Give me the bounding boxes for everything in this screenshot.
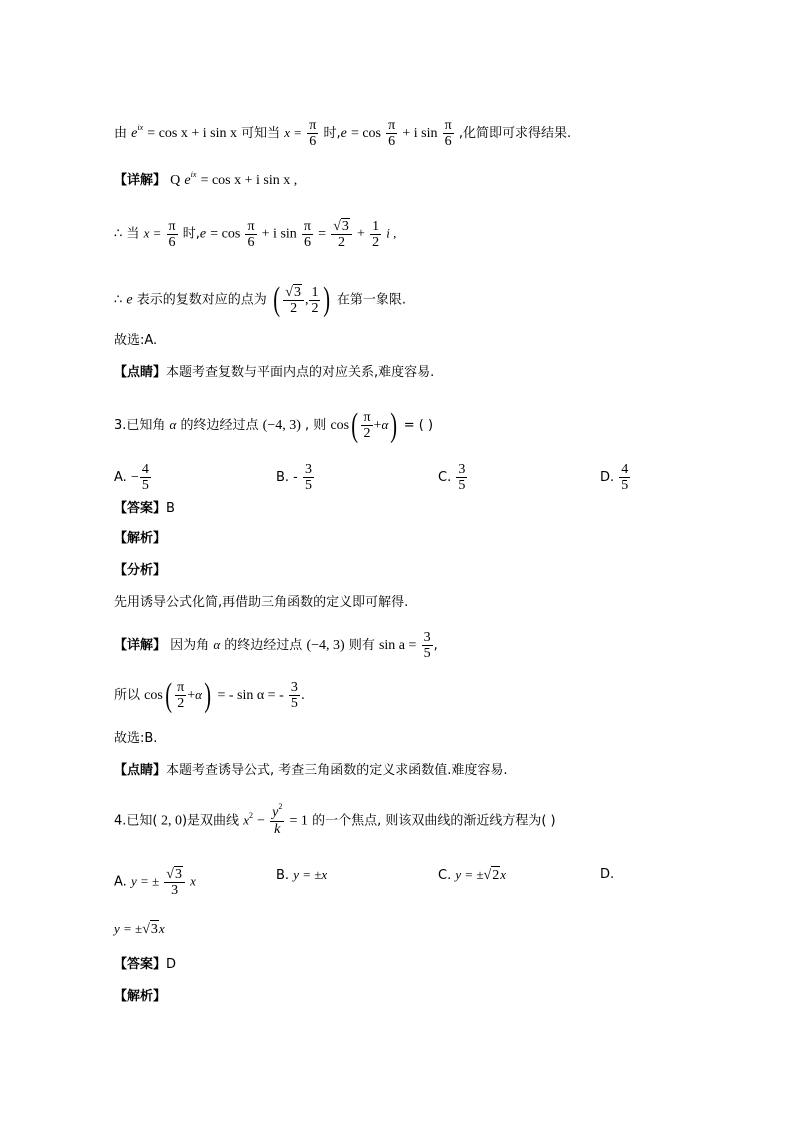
option-c: C. $\frac{3}{5}$ — [438, 462, 466, 493]
q4-option-a: A. y = ± $\frac{√3}{3}$ x — [114, 867, 196, 898]
detail-line-3: ∴ e 表示的复数对应的点为 ( $\frac{√3}{2}$ , $\frac{1}{2}$ ) 在第一象限. — [114, 281, 407, 318]
choice-line: 故选:A. — [114, 333, 158, 348]
comment-line-3: 【点睛】本题考查诱导公式, 考查三角函数的定义求函数值.难度容易. — [114, 763, 508, 778]
q4-option-d-label: D. — [600, 867, 615, 882]
answer-line: 【答案】B — [114, 501, 175, 516]
question-4: 4.已知( 2, 0)是双曲线 $x^2$ − $\frac{y^2}{k}$ = 1 的一个焦点, 则该双曲线的渐近线方程为( ) — [114, 802, 556, 837]
detail-line-1: 【详解】 Q $e^{ix} = \cos x + i$ sin x , — [114, 170, 298, 188]
hint-line: 由 $e^{ix} = \cos x + i$ sin x 可知当 x = $\frac{\pi}{6}$ 时,e = cos $\frac{\pi}{6}$ + i sin $\frac{\pi}{6}$ ,化简即可求得结果. — [114, 118, 572, 149]
choice-line-3: 故选:B. — [114, 731, 158, 746]
question-3: 3.已知角 α 的终边经过点 (−4, 3) , 则 cos( $\frac{\pi}{2}$ +α) = ( ) — [114, 406, 434, 444]
q4-option-c: C. y = ±√2x — [438, 867, 507, 883]
answer-line-4: 【答案】D — [114, 957, 177, 972]
option-a: A. − $\frac{4}{5}$ — [114, 462, 149, 493]
detail-3-line-1: 【详解】 因为角 α 的终边经过点 (−4, 3) 则有 sin a = $\frac{3}{5}$ , — [114, 630, 438, 661]
comment-line: 【点睛】本题考查复数与平面内点的对应关系,难度容易. — [114, 365, 435, 380]
option-b: B. - $\frac{3}{5}$ — [276, 462, 313, 493]
detail-3-line-2: 所以 cos( $\frac{\pi}{2}$ +α) = - sin α = - $\frac{3}{5}$ . — [114, 676, 306, 714]
option-d: D. $\frac{4}{5}$ — [600, 462, 629, 493]
q4-option-b: B. y = ±x — [276, 867, 328, 883]
analyze-text: 先用诱导公式化简,再借助三角函数的定义即可解得. — [114, 595, 409, 610]
q4-option-d: y = ±√3x — [114, 921, 165, 937]
analysis-tag: 【解析】 — [114, 531, 167, 546]
detail-line-2: ∴ 当 x = $\frac{\pi}{6}$ 时,e = cos $\frac{\pi}{6}$ + i sin $\frac{\pi}{6}$ = $\frac{√3}{2}$ + $\frac{1}{2}$ i , — [114, 218, 397, 250]
analysis-tag-4: 【解析】 — [114, 989, 167, 1004]
analyze-tag: 【分析】 — [114, 563, 167, 578]
